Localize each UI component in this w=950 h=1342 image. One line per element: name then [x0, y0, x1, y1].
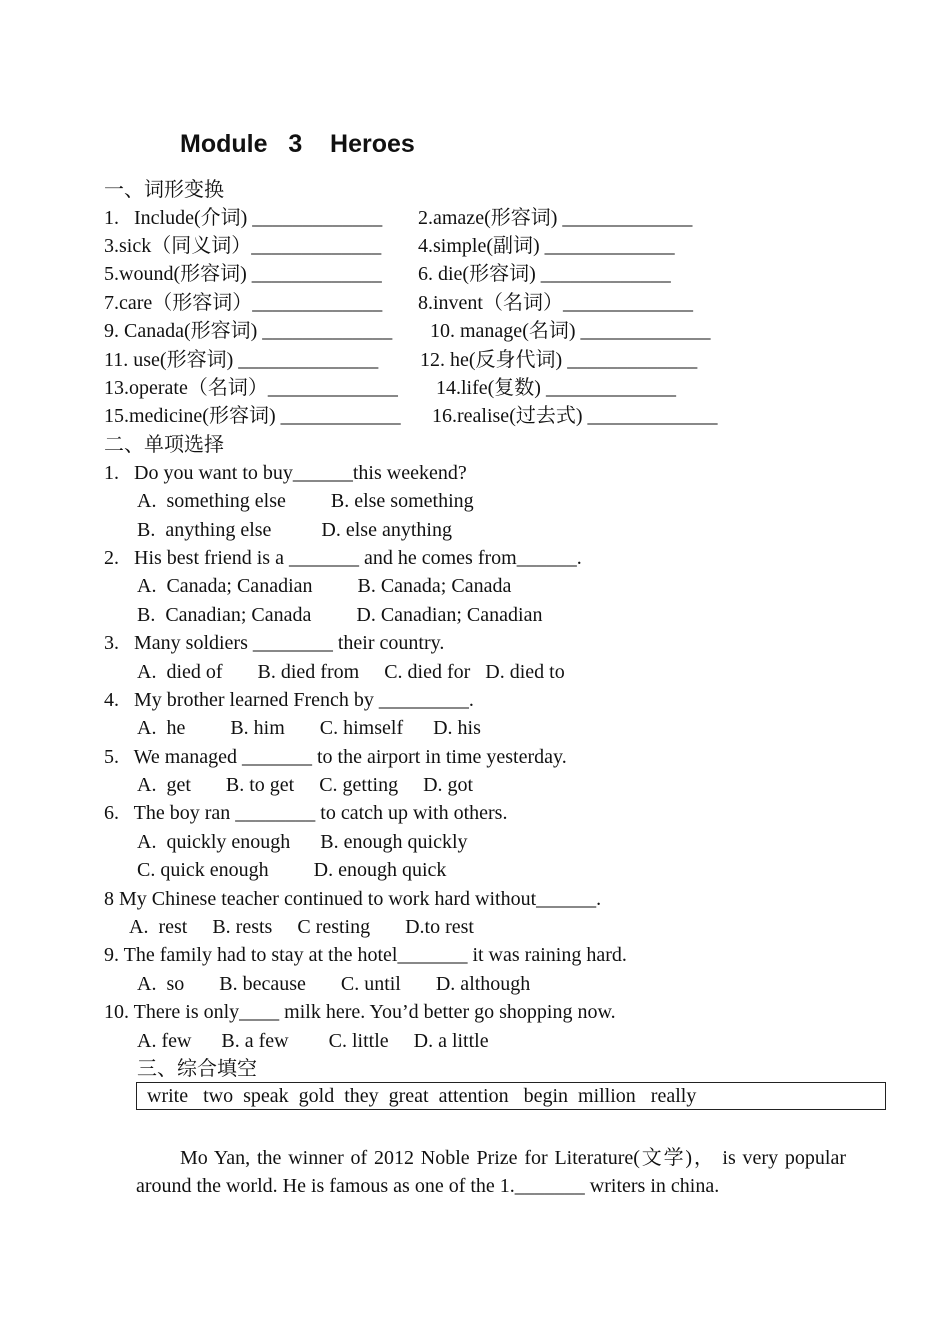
word-form-item-11: 11. use(形容词) ______________: [104, 349, 379, 371]
word-form-item-15: 15.medicine(形容词) ____________: [104, 405, 401, 427]
question-2-options-b: B. Canadian; Canada D. Canadian; Canadian: [137, 604, 543, 626]
question-1: 1. Do you want to buy______this weekend?: [104, 462, 467, 484]
question-9: 9. The family had to stay at the hotel_______ it was raining hard.: [104, 944, 627, 966]
word-bank-box: [136, 1082, 886, 1110]
word-form-item-4: 4.simple(副词) _____________: [418, 235, 675, 257]
question-3-options: A. died of B. died from C. died for D. died to: [137, 661, 565, 683]
word-form-item-1: 1. Include(介词) _____________: [104, 207, 383, 229]
word-form-item-13: 13.operate（名词）_____________: [104, 377, 398, 399]
word-form-item-8: 8.invent（名词）_____________: [418, 292, 693, 314]
section-heading-cloze: 三、综合填空: [137, 1058, 257, 1080]
word-form-item-14: 14.life(复数) _____________: [436, 377, 676, 399]
question-10: 10. There is only____ milk here. You’d better go shopping now.: [104, 1001, 616, 1023]
question-3: 3. Many soldiers ________ their country.: [104, 632, 445, 654]
word-form-item-12: 12. he(反身代词) _____________: [420, 349, 698, 371]
question-8: 8 My Chinese teacher continued to work hard without______.: [104, 888, 602, 910]
question-2-options-a: A. Canada; Canadian B. Canada; Canada: [137, 575, 512, 597]
section-heading-word-forms: 一、词形变换: [104, 179, 224, 201]
section-heading-multiple-choice: 二、单项选择: [104, 434, 224, 456]
question-6-options-a: A. quickly enough B. enough quickly: [137, 831, 468, 853]
word-form-item-2: 2.amaze(形容词) _____________: [418, 207, 693, 229]
question-6-options-b: C. quick enough D. enough quick: [137, 859, 447, 881]
question-2: 2. His best friend is a _______ and he comes from______.: [104, 547, 582, 569]
question-9-options: A. so B. because C. until D. although: [137, 973, 531, 995]
word-form-item-5: 5.wound(形容词) _____________: [104, 263, 382, 285]
word-form-item-3: 3.sick（同义词）_____________: [104, 235, 382, 257]
question-6: 6. The boy ran ________ to catch up with others.: [104, 802, 508, 824]
word-form-item-16: 16.realise(过去式) _____________: [432, 405, 718, 427]
question-8-options: A. rest B. rests C resting D.to rest: [129, 916, 474, 938]
word-form-item-6: 6. die(形容词) _____________: [418, 263, 671, 285]
word-form-item-9: 9. Canada(形容词) _____________: [104, 320, 393, 342]
word-bank-words: write two speak gold they great attention begin million really: [147, 1085, 697, 1107]
cloze-paragraph: Mo Yan, the winner of 2012 Noble Prize for Literature(文学)， is very popular around the world. He is famous as one of the 1._______ writers in china.: [136, 1147, 846, 1197]
question-5: 5. We managed _______ to the airport in time yesterday.: [104, 746, 567, 768]
question-4-options: A. he B. him C. himself D. his: [137, 717, 481, 739]
question-5-options: A. get B. to get C. getting D. got: [137, 774, 474, 796]
page-title: Module 3 Heroes: [180, 130, 415, 158]
question-10-options: A. few B. a few C. little D. a little: [137, 1030, 489, 1052]
word-form-item-7: 7.care（形容词）_____________: [104, 292, 383, 314]
question-1-options-b: B. anything else D. else anything: [137, 519, 452, 541]
question-4: 4. My brother learned French by _________.: [104, 689, 474, 711]
question-1-options-a: A. something else B. else something: [137, 490, 474, 512]
word-form-item-10: 10. manage(名词) _____________: [430, 320, 711, 342]
